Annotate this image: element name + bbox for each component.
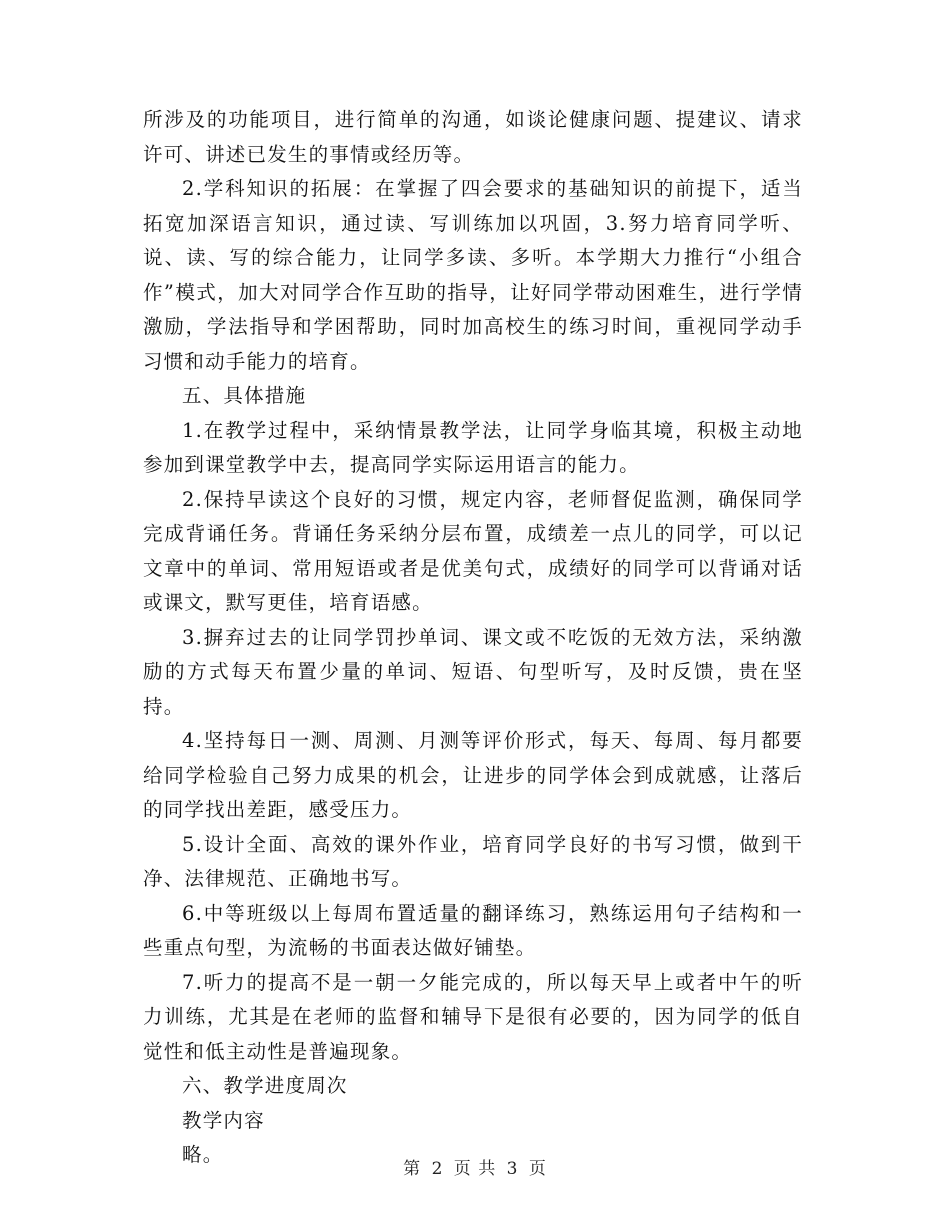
footer-suffix: 页 [528,1159,547,1179]
paragraph-measure-6: 6.中等班级以上每周布置适量的翻译练习，熟练运用句子结构和一些重点句型，为流畅的书面表达做好铺垫。 [143,901,803,959]
schedule-content-label: 教学内容 [182,1108,265,1132]
paragraph-measure-2: 2.保持早读这个良好的习惯，规定内容，老师督促监测，确保同学完成背诵任务。背诵任务采纳分层布置，成绩差一点儿的同学，可以记文章中的单词、常用短语或者是优美句式，成绩好的同学可以背诵对话或课文，默写更佳，培育语感。 [143,487,803,614]
footer-current-page: 2 [431,1159,444,1179]
paragraph-subject-knowledge: 2.学科知识的拓展：在掌握了四会要求的基础知识的前提下，适当拓宽加深语言知识，通过读、写训练加以巩固，3.努力培育同学听、说、读、写的综合能力，让同学多读、多听。本学期大力推行“小组合作”模式，加大对同学合作互助的指导，让好同学带动困难生，进行学情激励，学法指导和学困帮助，同时加高校生的练习时间，重视同学动手习惯和动手能力的培育。 [143,177,803,373]
paragraph-measure-7: 7.听力的提高不是一朝一夕能完成的，所以每天早上或者中午的听力训练，尤其是在老师的监督和辅导下是很有必要的，因为同学的低自觉性和低主动性是普遍现象。 [143,970,803,1063]
section-heading-schedule: 六、教学进度周次 [182,1074,348,1097]
paragraph-measure-5: 5.设计全面、高效的课外作业，培育同学良好的书写习惯，做到干净、法律规范、正确地书写。 [143,832,803,890]
paragraph-measure-1: 1.在教学过程中，采纳情景教学法，让同学身临其境，积极主动地参加到课堂教学中去，提高同学实际运用语言的能力。 [143,418,803,476]
document-body [143,103,803,1173]
paragraph-measure-4: 4.坚持每日一测、周测、月测等评价形式，每天、每周、每月都要给同学检验自己努力成果的机会，让进步的同学体会到成就感，让落后的同学找出差距，感受压力。 [143,729,803,821]
footer-mid: 页 共 [453,1159,497,1179]
paragraph-continuation: 所涉及的功能项目，进行简单的沟通，如谈论健康问题、提建议、请求许可、讲述已发生的事情或经历等。 [143,108,803,166]
section-heading-measures: 五、具体措施 [182,384,307,407]
paragraph-measure-3: 3.摒弃过去的让同学罚抄单词、课文或不吃饭的无效方法，采纳激励的方式每天布置少量的单词、短语、句型听写，及时反馈，贵在坚持。 [143,625,803,718]
page-footer [0,1154,950,1179]
schedule-omitted-note: 略。 [182,1143,224,1166]
footer-prefix: 第 [403,1159,422,1179]
footer-total-pages: 3 [506,1159,519,1179]
